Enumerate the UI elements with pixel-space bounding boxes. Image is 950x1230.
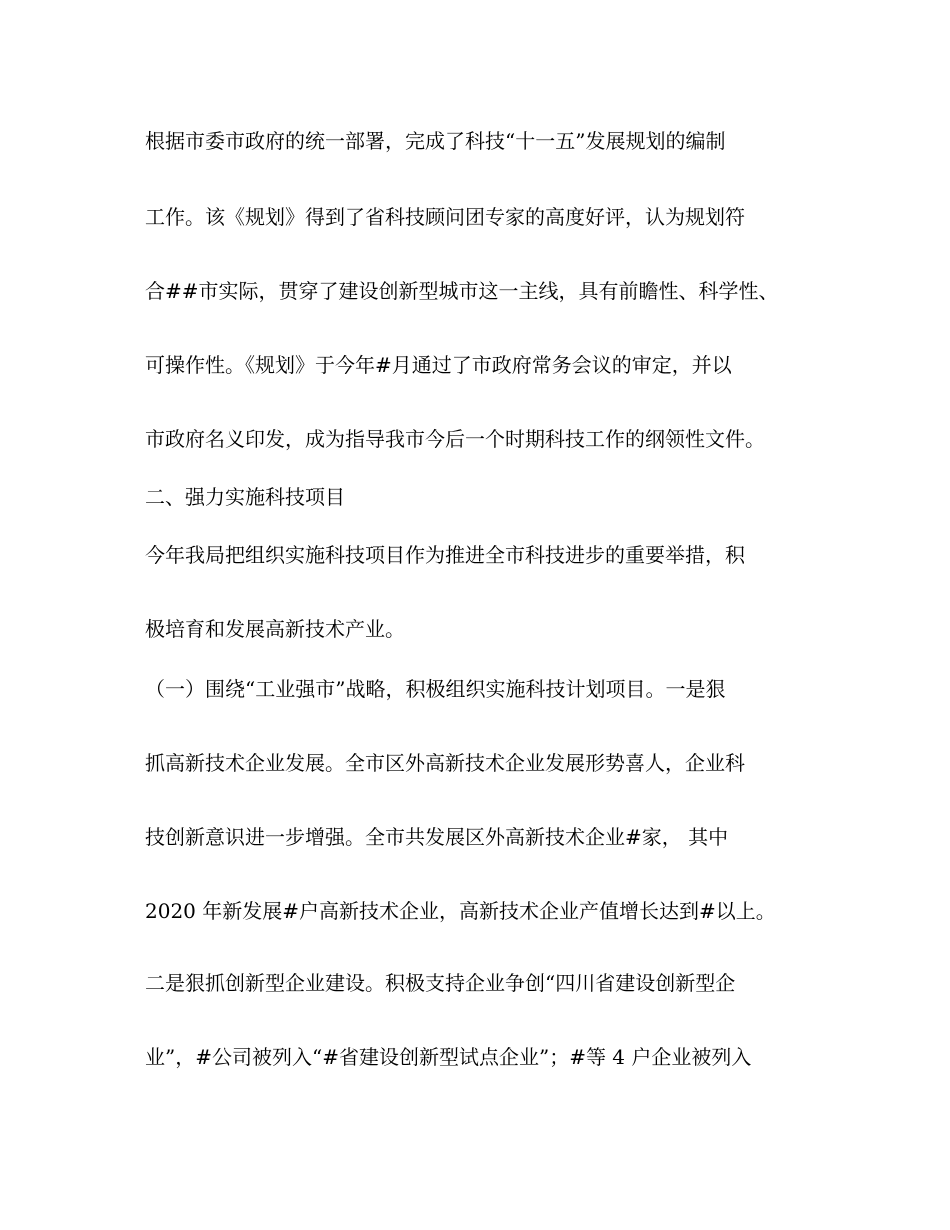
text-line: 2020 年新发展#户高新技术企业，高新技术企业产值增长达到#以上。 — [145, 899, 776, 923]
text-line: 今年我局把组织实施科技项目作为推进全市科技进步的重要举措，积 — [145, 543, 745, 567]
section-heading: 二、强力实施科技项目 — [145, 485, 345, 509]
text-line: 根据市委市政府的统一部署，完成了科技“十一五”发展规划的编制 — [145, 129, 726, 153]
text-line: 技创新意识进一步增强。全市共发展区外高新技术企业#家， 其中 — [145, 825, 729, 849]
text-line: 合##市实际，贯穿了建设创新型城市这一主线，具有前瞻性、科学性、 — [145, 279, 779, 303]
text-line: 工作。该《规划》得到了省科技顾问团专家的高度好评，认为规划符 — [145, 205, 745, 229]
text-line: 可操作性。《规划》于今年#月通过了市政府常务会议的审定，并以 — [145, 353, 732, 377]
text-line: 市政府名义印发，成为指导我市今后一个时期科技工作的纲领性文件。 — [145, 427, 765, 451]
text-line: 抓高新技术企业发展。全市区外高新技术企业发展形势喜人，企业科 — [145, 751, 745, 775]
text-line: 极培育和发展高新技术产业。 — [145, 617, 405, 641]
text-line: 二是狠抓创新型企业建设。积极支持企业争创“四川省建设创新型企 — [145, 971, 736, 995]
text-line: 业”，#公司被列入“#省建设创新型试点企业”；#等 4 户企业被列入 — [145, 1045, 752, 1069]
text-line: （一）围绕“工业强市”战略，积极组织实施科技计划项目。一是狠 — [145, 677, 726, 701]
